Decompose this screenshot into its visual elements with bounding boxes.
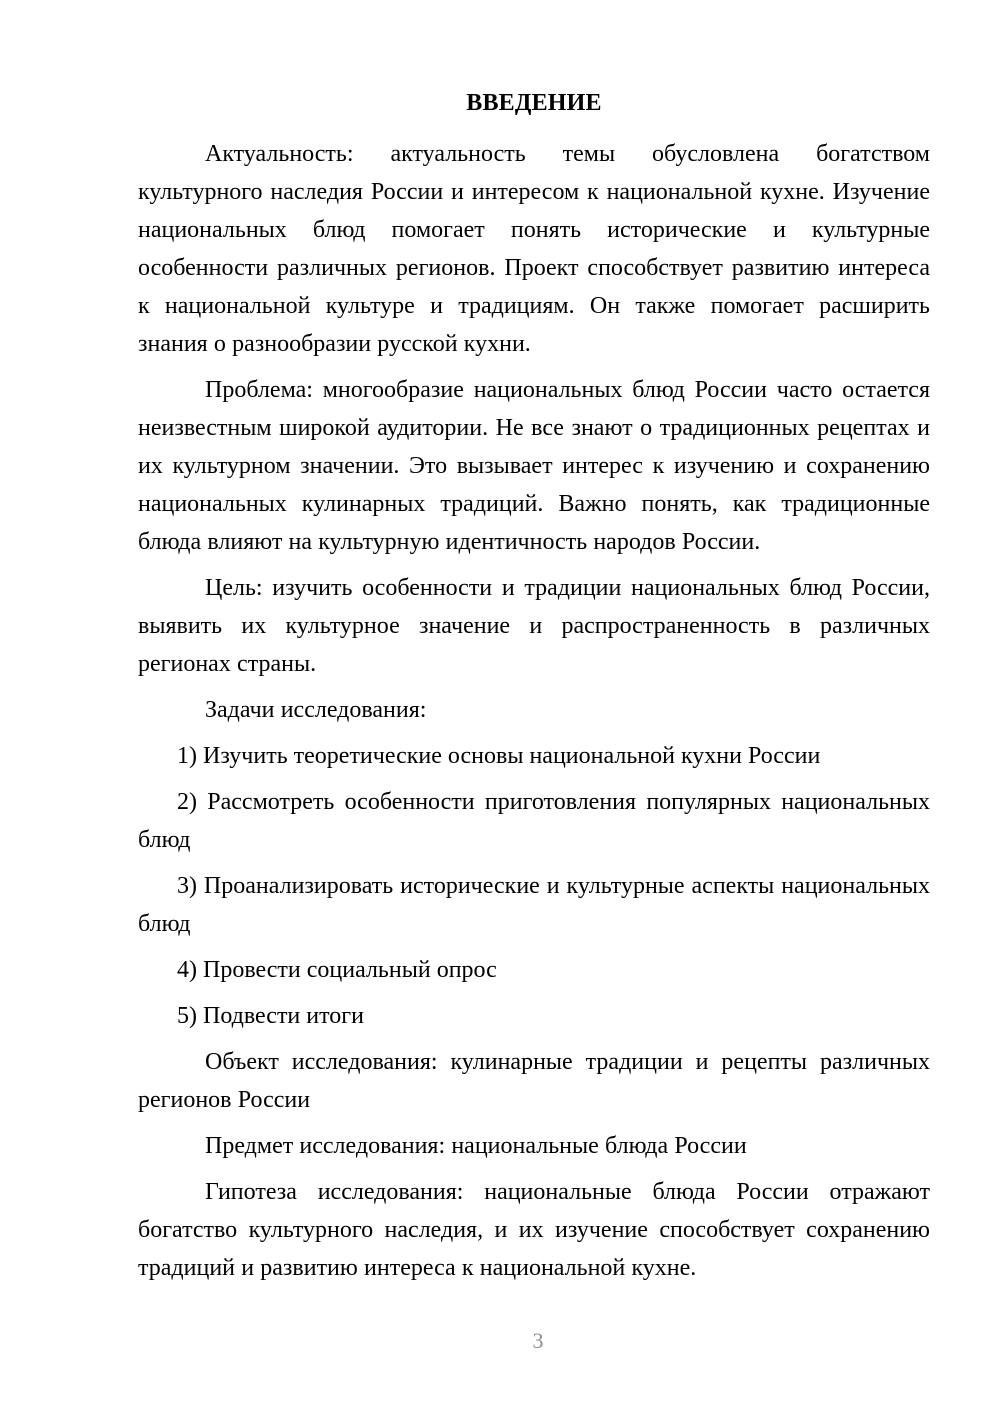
- paragraph-hypothesis: Гипотеза исследования: национальные блюда России отражают богатство культурного наследия, и их изучение способствует сохранению традиций и развитию интереса к национальной кухне.: [138, 1179, 930, 1281]
- page-content: [138, 88, 930, 1295]
- tasks-heading: Задачи исследования:: [205, 697, 427, 723]
- page-title: ВВЕДЕНИЕ: [466, 90, 602, 116]
- paragraph-goal: Цель: изучить особенности и традиции национальных блюд России, выявить их культурное значение и распространенность в различных регионах страны.: [138, 575, 930, 677]
- page-number: 3: [532, 1328, 544, 1353]
- list-item: 3) Проанализировать исторические и культурные аспекты национальных блюд: [138, 873, 930, 937]
- paragraph-subject: Предмет исследования: национальные блюда России: [205, 1133, 747, 1159]
- paragraph-object: Объект исследования: кулинарные традиции и рецепты различных регионов России: [138, 1049, 930, 1113]
- list-item: 2) Рассмотреть особенности приготовления популярных национальных блюд: [138, 789, 930, 853]
- paragraph-relevance: Актуальность: актуальность темы обусловлена богатством культурного наследия России и интересом к национальной кухне. Изучение национальных блюд помогает понять исторические и культурные особенности различных регионов. Проект способствует развитию интереса к национальной культуре и традициям. Он также помогает расширить знания о разнообразии русской кухни.: [138, 141, 930, 357]
- list-item: 5) Подвести итоги: [177, 1003, 364, 1029]
- list-item: 1) Изучить теоретические основы национальной кухни России: [177, 743, 821, 769]
- list-item: 4) Провести социальный опрос: [177, 957, 497, 983]
- paragraph-problem: Проблема: многообразие национальных блюд России часто остается неизвестным широкой аудитории. Не все знают о традиционных рецептах и их культурном значении. Это вызывает интерес к изучению и сохранению национальных кулинарных традиций. Важно понять, как традиционные блюда влияют на культурную идентичность народов России.: [138, 377, 930, 555]
